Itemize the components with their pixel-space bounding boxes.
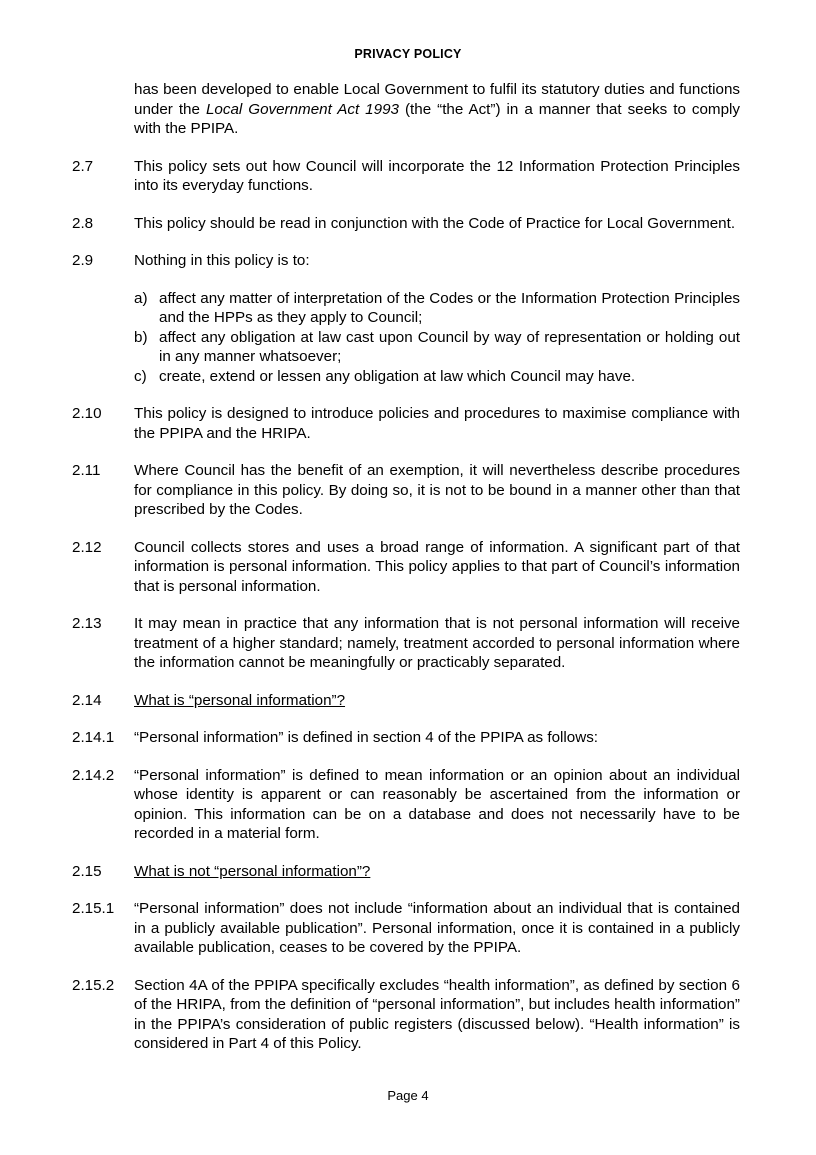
section-number: 2.8: [72, 214, 94, 232]
section-text: Council collects stores and uses a broad range of information. A significant part of that information is personal information. This policy applies to that part of Council’s information that is personal information.: [134, 538, 740, 595]
list-item-label: c): [134, 367, 147, 385]
section-2-12: [72, 538, 740, 597]
section-number: 2.14: [72, 691, 102, 709]
section-text: “Personal information” does not include “information about an individual that is contained in a publicly available publication”. Personal information, once it is contained in a publicly available publication, ceases to be covered by the PPIPA.: [134, 900, 740, 956]
section-2-9-list: [134, 289, 740, 387]
section-2-7: [72, 157, 740, 196]
section-number: 2.12: [72, 538, 102, 556]
section-text: This policy should be read in conjunction with the Code of Practice for Local Government.: [134, 214, 736, 232]
intro-paragraph: [72, 80, 740, 139]
list-item: [134, 328, 740, 367]
intro-act-name: Local Government Act 1993: [205, 100, 399, 118]
section-number: 2.10: [72, 405, 102, 422]
section-text: Section 4A of the PPIPA specifically excludes “health information”, as defined by section 6 of the HRIPA, from the definition of “personal information”, but includes health information” in the PPIPA’s consideration of public registers (discussed below). “Health information” is considered in Part 4 of this Policy.: [134, 976, 740, 1052]
section-2-14-2: [72, 766, 740, 844]
section-text: It may mean in practice that any information that is not personal information will receive treatment of a higher standard; namely, treatment accorded to personal information where the information cannot be meaningfully or practicably separated.: [134, 615, 740, 671]
list-item-label: a): [134, 289, 148, 307]
list-item: [134, 289, 740, 328]
section-2-10: [72, 404, 740, 443]
list-item-text: affect any obligation at law cast upon Council by way of representation or holding out in any manner whatsoever;: [159, 328, 740, 365]
section-2-14-heading: [72, 691, 740, 711]
section-number: 2.9: [72, 252, 94, 269]
section-number: 2.15.1: [72, 900, 115, 917]
section-text: This policy is designed to introduce policies and procedures to maximise compliance with the PPIPA and the HRIPA.: [134, 405, 740, 442]
section-text: This policy sets out how Council will incorporate the 12 Information Protection Principles into its everyday functions.: [134, 157, 740, 194]
section-2-15-1: [72, 899, 740, 958]
section-number: 2.15.2: [72, 976, 115, 994]
section-heading-text: What is not “personal information”?: [134, 862, 371, 880]
section-number: 2.11: [72, 462, 101, 479]
section-number: 2.7: [72, 157, 94, 175]
section-2-14-1: [72, 728, 740, 748]
section-number: 2.14.2: [72, 766, 115, 784]
section-2-11: [72, 461, 740, 520]
section-text: “Personal information” is defined to mean information or an opinion about an individual whose identity is apparent or can reasonably be ascertained from the information or opinion. This information can be on a database and does not necessarily have to be recorded in a material form.: [134, 766, 740, 842]
list-item-label: b): [134, 328, 148, 346]
section-2-15-heading: [72, 862, 740, 882]
page-header-title: PRIVACY POLICY: [354, 47, 462, 61]
intro-text-1: has been developed to enable Local Government to fulfil its statutory duties and functions under the: [134, 81, 740, 118]
section-number: 2.13: [72, 615, 102, 632]
intro-text-2: (the “the Act”) in a manner that seeks to comply with the PPIPA.: [134, 100, 741, 137]
section-2-13: [72, 614, 740, 673]
section-number: 2.14.1: [72, 729, 115, 746]
list-item-text: affect any matter of interpretation of the Codes or the Information Protection Principles and the HPPs as they apply to Council;: [159, 289, 740, 326]
section-text: Nothing in this policy is to:: [134, 252, 310, 269]
section-2-15-2: [72, 976, 740, 1054]
section-2-8: [72, 214, 740, 234]
section-heading-text: What is “personal information”?: [134, 691, 346, 709]
section-text: Where Council has the benefit of an exemption, it will nevertheless describe procedures for compliance in this policy. By doing so, it is not to be bound in a manner other than that prescribed by the Codes.: [134, 462, 740, 518]
list-item: [134, 367, 740, 387]
section-2-9: [72, 251, 740, 271]
document-body: [72, 80, 740, 1072]
section-text: “Personal information” is defined in section 4 of the PPIPA as follows:: [134, 729, 599, 746]
section-number: 2.15: [72, 862, 102, 880]
list-item-text: create, extend or lessen any obligation at law which Council may have.: [159, 367, 636, 385]
page-number: Page 4: [387, 1088, 429, 1103]
